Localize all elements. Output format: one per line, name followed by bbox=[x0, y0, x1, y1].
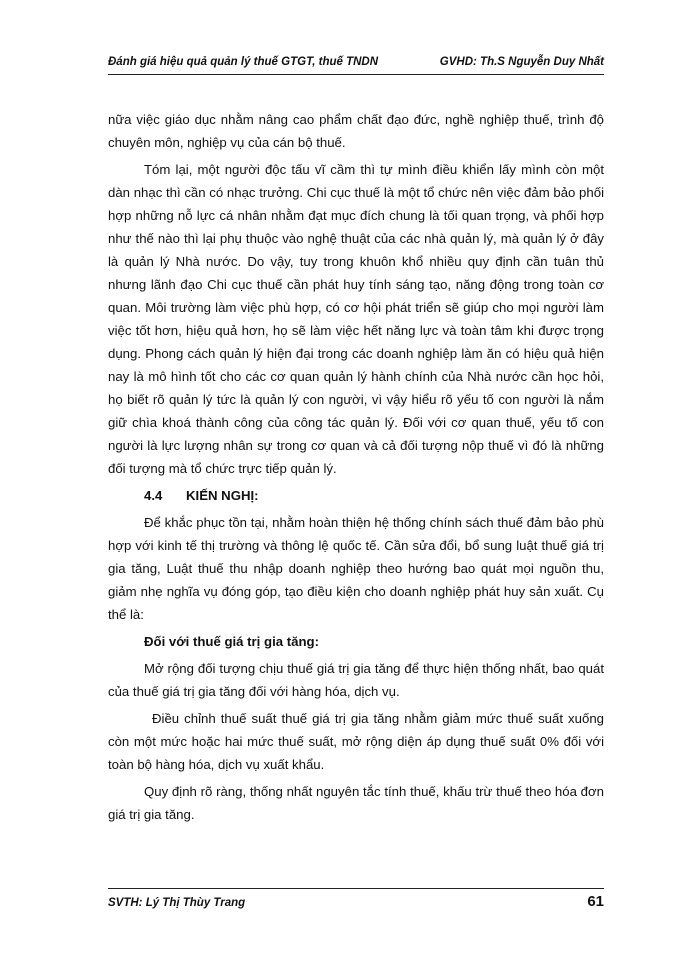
paragraph-1: nữa việc giáo dục nhằm nâng cao phẩm chất đạo đức, nghề nghiệp thuế, trình độ chuyên môn, nghiệp vụ của cán bộ thuế. bbox=[108, 112, 604, 150]
subsection-heading: Đối với thuế giá trị gia tăng: bbox=[144, 634, 319, 649]
paragraph-5: Điều chỉnh thuế suất thuế giá trị gia tăng nhằm giảm mức thuế suất xuống còn một mức hoặc hai mức thuế suất, mở rộng diện áp dụng thuế suất 0% đối với toàn bộ hàng hóa, dịch vụ xuất khẩu. bbox=[108, 711, 604, 772]
header-advisor: GVHD: Th.S Nguyễn Duy Nhất bbox=[439, 56, 604, 68]
section-number: 4.4 bbox=[144, 488, 163, 503]
header-title: Đánh giá hiệu quả quản lý thuế GTGT, thuế TNDN bbox=[108, 56, 379, 68]
page-number: 61 bbox=[587, 893, 604, 910]
page-body bbox=[108, 108, 604, 830]
footer-student: SVTH: Lý Thị Thùy Trang bbox=[108, 897, 246, 909]
section-title: KIẾN NGHỊ: bbox=[186, 488, 259, 503]
page-footer bbox=[108, 888, 604, 919]
paragraph-6: Quy định rõ ràng, thống nhất nguyên tắc tính thuế, khấu trừ thuế theo hóa đơn giá trị gia tăng. bbox=[108, 784, 604, 822]
paragraph-4: Mở rộng đối tượng chịu thuế giá trị gia tăng để thực hiện thống nhất, bao quát của thuế giá trị gia tăng đối với hàng hóa, dịch vụ. bbox=[108, 661, 604, 699]
page-header bbox=[108, 40, 604, 75]
paragraph-3: Để khắc phục tồn tại, nhằm hoàn thiện hệ thống chính sách thuế đảm bảo phù hợp với kinh tế thị trường và thông lệ quốc tế. Cần sửa đổi, bổ sung luật thuế giá trị gia tăng, Luật thuế thu nhập doanh nghiệp theo hướng bao quát mọi nguồn thu, giảm nhẹ nghĩa vụ đóng góp, tạo điều kiện cho doanh nghiệp phát huy sản xuất. Cụ thể là: bbox=[108, 515, 604, 622]
section-heading bbox=[144, 484, 604, 507]
paragraph-2: Tóm lại, một người độc tấu vĩ cầm thì tự mình điều khiển lấy mình còn một dàn nhạc thì cần có nhạc trưởng. Chi cục thuế là một tổ chức nên việc đảm bảo phối hợp những nỗ lực cá nhân nhằm đạt mục đích chung là tối quan trọng, và phối hợp như thế nào thì lại phụ thuộc vào nghệ thuật của các nhà quản lý, mà quản lý ở đây là quản lý Nhà nước. Do vậy, tuy trong khuôn khổ nhiều quy định cần tuân thủ nhưng lãnh đạo Chi cục thuế cần phát huy tính sáng tạo, năng động trong toàn cơ quan. Môi trường làm việc phù hợp, có cơ hội phát triển sẽ giúp cho mọi người làm việc tốt hơn, hiệu quả hơn, họ sẽ làm việc hết năng lực và toàn tâm khi được trọng dụng. Phong cách quản lý hiện đại trong các doanh nghiệp làm ăn có hiệu quả hiện nay là mô hình tốt cho các cơ quan quản lý hành chính của Nhà nước cần học hỏi, họ biết rõ quản lý tức là quản lý con người, vì vậy hiểu rõ yếu tố con người là nắm giữ chìa khoá thành công của công tác quản lý. Đối với cơ quan thuế, yếu tố con người là lực lượng nhân sự trong cơ quan và cả đối tượng nộp thuế vì đó là những đối tượng mà tổ chức trực tiếp quản lý. bbox=[108, 162, 604, 476]
